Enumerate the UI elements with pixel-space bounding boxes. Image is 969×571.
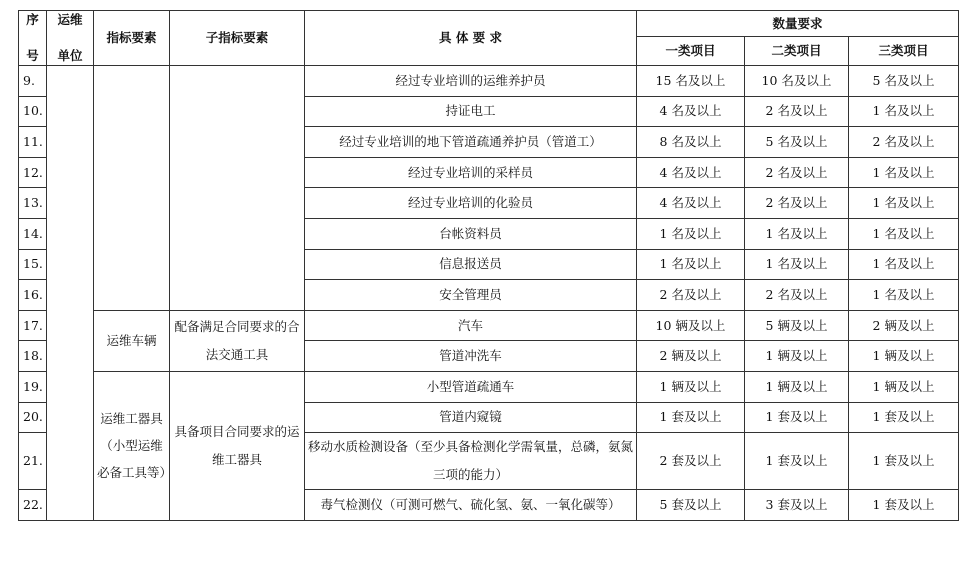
class1-cell: 15 名及以上 xyxy=(637,66,745,97)
header-quantity: 数量要求 xyxy=(637,11,959,37)
header-requirement: 具 体 要 求 xyxy=(305,11,637,66)
header-unit: 运维 单位 xyxy=(47,11,94,66)
class3-cell: 1 名及以上 xyxy=(849,157,959,188)
class3-cell: 1 名及以上 xyxy=(849,188,959,219)
requirement-cell: 小型管道疏通车 xyxy=(305,371,637,402)
class1-cell: 4 名及以上 xyxy=(637,188,745,219)
class2-cell: 3 套及以上 xyxy=(745,490,849,521)
header-seq: 序 号 xyxy=(19,11,47,66)
row-number: 10. xyxy=(19,96,47,127)
class3-cell: 1 套及以上 xyxy=(849,402,959,433)
class1-cell: 10 辆及以上 xyxy=(637,310,745,341)
indicator-cell xyxy=(94,66,170,311)
tool-indicator-cell: 运维工器具（小型运维必备工具等） xyxy=(94,371,170,520)
requirement-cell: 信息报送员 xyxy=(305,249,637,280)
requirement-cell: 管道冲洗车 xyxy=(305,341,637,372)
class3-cell: 1 套及以上 xyxy=(849,490,959,521)
class3-cell: 1 辆及以上 xyxy=(849,341,959,372)
vehicle-sub-indicator-cell: 配备满足合同要求的合法交通工具 xyxy=(170,310,305,371)
class1-cell: 1 名及以上 xyxy=(637,249,745,280)
requirement-cell: 汽车 xyxy=(305,310,637,341)
header-indicator: 指标要素 xyxy=(94,11,170,66)
class1-cell: 2 辆及以上 xyxy=(637,341,745,372)
header-class1: 一类项目 xyxy=(637,37,745,66)
row-number: 11. xyxy=(19,127,47,158)
requirement-cell: 毒气检测仪（可测可燃气、硫化氢、氨、一氧化碳等） xyxy=(305,490,637,521)
class2-cell: 1 名及以上 xyxy=(745,249,849,280)
class2-cell: 2 名及以上 xyxy=(745,188,849,219)
requirement-cell: 经过专业培训的采样员 xyxy=(305,157,637,188)
header-class3: 三类项目 xyxy=(849,37,959,66)
row-number: 15. xyxy=(19,249,47,280)
class2-cell: 5 名及以上 xyxy=(745,127,849,158)
class2-cell: 1 名及以上 xyxy=(745,218,849,249)
class3-cell: 2 辆及以上 xyxy=(849,310,959,341)
class1-cell: 5 套及以上 xyxy=(637,490,745,521)
class2-cell: 2 名及以上 xyxy=(745,157,849,188)
class2-cell: 1 辆及以上 xyxy=(745,341,849,372)
requirement-cell: 经过专业培训的化验员 xyxy=(305,188,637,219)
class3-cell: 1 名及以上 xyxy=(849,249,959,280)
table-row xyxy=(19,310,959,341)
class3-cell: 5 名及以上 xyxy=(849,66,959,97)
row-number: 21. xyxy=(19,433,47,490)
row-number: 20. xyxy=(19,402,47,433)
row-number: 22. xyxy=(19,490,47,521)
row-number: 17. xyxy=(19,310,47,341)
vehicle-indicator-cell: 运维车辆 xyxy=(94,310,170,371)
class2-cell: 1 套及以上 xyxy=(745,433,849,490)
row-number: 12. xyxy=(19,157,47,188)
requirement-cell: 持证电工 xyxy=(305,96,637,127)
row-number: 16. xyxy=(19,280,47,311)
unit-cell xyxy=(47,66,94,521)
class1-cell: 8 名及以上 xyxy=(637,127,745,158)
class2-cell: 1 套及以上 xyxy=(745,402,849,433)
class3-cell: 1 名及以上 xyxy=(849,96,959,127)
class2-cell: 5 辆及以上 xyxy=(745,310,849,341)
class1-cell: 4 名及以上 xyxy=(637,96,745,127)
table-row xyxy=(19,66,959,97)
class2-cell: 2 名及以上 xyxy=(745,96,849,127)
requirement-cell: 台帐资料员 xyxy=(305,218,637,249)
class2-cell: 1 辆及以上 xyxy=(745,371,849,402)
class2-cell: 10 名及以上 xyxy=(745,66,849,97)
class1-cell: 2 名及以上 xyxy=(637,280,745,311)
header-sub-indicator: 子指标要素 xyxy=(170,11,305,66)
class3-cell: 1 套及以上 xyxy=(849,433,959,490)
class1-cell: 4 名及以上 xyxy=(637,157,745,188)
class3-cell: 1 辆及以上 xyxy=(849,371,959,402)
class3-cell: 1 名及以上 xyxy=(849,218,959,249)
requirement-cell: 经过专业培训的运维养护员 xyxy=(305,66,637,97)
class2-cell: 2 名及以上 xyxy=(745,280,849,311)
tool-sub-indicator-cell: 具备项目合同要求的运维工器具 xyxy=(170,371,305,520)
class3-cell: 2 名及以上 xyxy=(849,127,959,158)
row-number: 18. xyxy=(19,341,47,372)
class1-cell: 1 套及以上 xyxy=(637,402,745,433)
class1-cell: 1 名及以上 xyxy=(637,218,745,249)
row-number: 13. xyxy=(19,188,47,219)
row-number: 9. xyxy=(19,66,47,97)
table-row xyxy=(19,371,959,402)
requirement-cell: 经过专业培训的地下管道疏通养护员（管道工） xyxy=(305,127,637,158)
requirement-cell: 管道内窥镜 xyxy=(305,402,637,433)
header-class2: 二类项目 xyxy=(745,37,849,66)
requirements-table xyxy=(18,10,959,521)
class1-cell: 2 套及以上 xyxy=(637,433,745,490)
sub-indicator-cell xyxy=(170,66,305,311)
requirement-cell: 移动水质检测设备（至少具备检测化学需氧量，总磷，氨氮三项的能力） xyxy=(305,433,637,490)
class1-cell: 1 辆及以上 xyxy=(637,371,745,402)
class3-cell: 1 名及以上 xyxy=(849,280,959,311)
row-number: 14. xyxy=(19,218,47,249)
row-number: 19. xyxy=(19,371,47,402)
requirement-cell: 安全管理员 xyxy=(305,280,637,311)
